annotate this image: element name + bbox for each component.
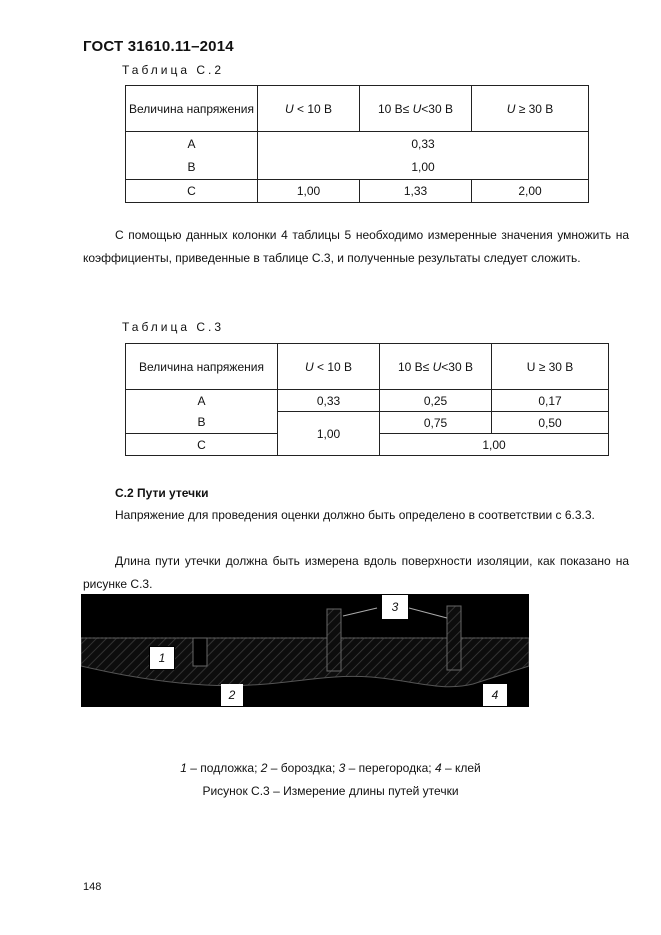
- table-c2-row-a-label: A: [126, 132, 258, 156]
- table-c3-head-u-10-30: 10 В≤ U<30 В: [380, 344, 492, 390]
- figure-caption: Рисунок С.3 – Измерение длины путей утечки: [202, 784, 459, 798]
- table-c2-caption: Таблица С.2: [122, 63, 225, 77]
- table-c2-head-u-ge-30: U ≥ 30 В: [472, 86, 589, 132]
- page-number: 148: [83, 881, 102, 893]
- table-c3-head-u-lt-10: U < 10 В: [278, 344, 380, 390]
- table-c3-head-quantity: Величина напряжения: [126, 344, 278, 390]
- figure-label-1: 1: [149, 646, 175, 670]
- figure-label-4: 4: [483, 684, 507, 706]
- table-c3-row-c-label: C: [126, 434, 278, 456]
- table-c3-row-bc-value-1: 1,00: [278, 412, 380, 456]
- table-c3-row-a-value-2: 0,25: [380, 390, 492, 412]
- paragraph-3: Длина пути утечки должна быть измерена вдоль поверхности изоляции, как показано на рисунке С.3.: [83, 554, 629, 591]
- paragraph-1: С помощью данных колонки 4 таблицы 5 необходимо измеренные значения умножить на коэффициенты, приведенные в таблице С.3, и полученные результаты следует сложить.: [83, 228, 629, 265]
- table-c2-row-a-value: 0,33: [258, 132, 589, 156]
- document-header: ГОСТ 31610.11–2014: [83, 38, 234, 55]
- table-c2-row-c-label: C: [126, 180, 258, 203]
- paragraph-2: Напряжение для проведения оценки должно быть определено в соответствии с 6.3.3.: [115, 508, 595, 522]
- table-c2-row-b-label: B: [126, 156, 258, 180]
- table-c3-row-b-value-2: 0,75: [380, 412, 492, 434]
- table-c2-row-c-value-1: 1,00: [258, 180, 360, 203]
- table-c3-caption: Таблица С.3: [122, 320, 225, 334]
- table-c2-row-c-value-3: 2,00: [472, 180, 589, 203]
- figure-c3: [81, 594, 529, 707]
- table-c2-row-b-value: 1,00: [258, 156, 589, 180]
- table-c3-row-a-label: A: [126, 390, 278, 412]
- table-c3-row-b-value-3: 0,50: [492, 412, 609, 434]
- table-c2-row-c-value-2: 1,33: [360, 180, 472, 203]
- table-c2-head-quantity: Величина напряжения: [126, 86, 258, 132]
- table-c3-row-b-label: B: [126, 412, 278, 434]
- table-c2-head-u-lt-10: U < 10 В: [258, 86, 360, 132]
- table-c3: [125, 343, 609, 456]
- groove-shape: [193, 638, 207, 666]
- table-c3-row-a-value-1: 0,33: [278, 390, 380, 412]
- section-title: С.2 Пути утечки: [115, 486, 209, 500]
- figure-label-2: 2: [221, 684, 243, 706]
- barrier-right-shape: [447, 606, 461, 670]
- table-c2: [125, 85, 589, 203]
- table-c2-head-u-10-30: 10 В≤ U<30 В: [360, 86, 472, 132]
- table-c3-row-c-value: 1,00: [380, 434, 609, 456]
- table-c3-row-a-value-3: 0,17: [492, 390, 609, 412]
- figure-legend: 1 – подложка; 2 – бороздка; 3 – перегородка; 4 – клей: [180, 761, 481, 775]
- table-c3-head-u-ge-30: U ≥ 30 В: [492, 344, 609, 390]
- barrier-left-shape: [327, 609, 341, 671]
- figure-label-3: 3: [382, 595, 408, 619]
